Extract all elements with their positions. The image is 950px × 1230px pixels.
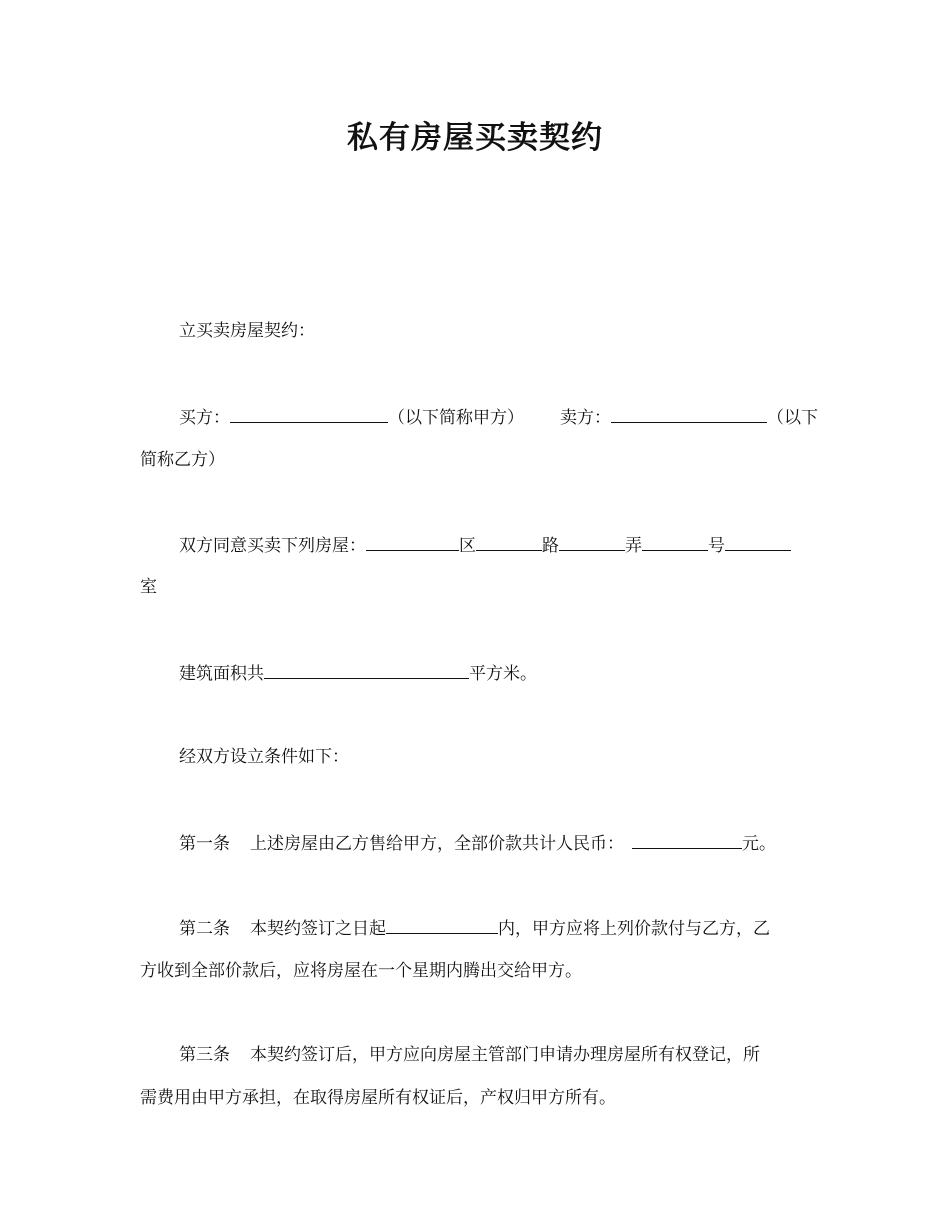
district-label: 区 <box>459 536 476 556</box>
article-3 <box>179 1044 760 1066</box>
article-2-number: 第二条 <box>179 919 230 939</box>
seller-name-blank[interactable] <box>611 405 767 423</box>
number-label: 号 <box>708 536 725 556</box>
conditions-intro: 经双方设立条件如下： <box>179 747 349 767</box>
intro-line: 立买卖房屋契约： <box>179 321 315 341</box>
parties-line-cont: 简称乙方） <box>140 450 225 470</box>
article-2-text-b: 内，甲方应将上列价款付与乙方，乙 <box>498 919 770 939</box>
area-lead: 建筑面积共 <box>179 664 264 684</box>
payment-period-blank[interactable] <box>386 916 498 934</box>
seller-label: 卖方： <box>560 408 611 428</box>
room-blank[interactable] <box>725 533 791 551</box>
article-1-text: 上述房屋由乙方售给甲方，全部价款共计人民币： <box>250 834 624 854</box>
article-3-number: 第三条 <box>179 1045 230 1065</box>
area-line <box>179 661 537 685</box>
article-2-cont: 方收到全部价款后，应将房屋在一个星期内腾出交给甲方。 <box>140 961 582 981</box>
parties-line <box>179 405 818 429</box>
buyer-name-blank[interactable] <box>230 405 388 423</box>
property-room-label: 室 <box>140 577 157 597</box>
article-1 <box>179 831 776 855</box>
property-lead: 双方同意买卖下列房屋： <box>179 536 366 556</box>
lane-blank[interactable] <box>559 533 625 551</box>
seller-suffix: （以下 <box>767 408 818 428</box>
district-blank[interactable] <box>366 533 459 551</box>
property-line <box>179 533 791 557</box>
price-blank[interactable] <box>632 831 742 849</box>
buyer-label: 买方： <box>179 408 230 428</box>
article-2-text: 本契约签订之日起 <box>250 919 386 939</box>
road-label: 路 <box>542 536 559 556</box>
lane-label: 弄 <box>625 536 642 556</box>
area-unit: 平方米。 <box>469 664 537 684</box>
buyer-suffix: （以下简称甲方） <box>388 408 524 428</box>
article-1-number: 第一条 <box>179 834 230 854</box>
area-blank[interactable] <box>264 661 469 679</box>
article-3-cont: 需费用由甲方承担，在取得房屋所有权证后，产权归甲方所有。 <box>140 1088 616 1108</box>
number-blank[interactable] <box>642 533 708 551</box>
document-title: 私有房屋买卖契约 <box>347 120 603 156</box>
article-3-text: 本契约签订后，甲方应向房屋主管部门申请办理房屋所有权登记，所 <box>250 1045 760 1065</box>
road-blank[interactable] <box>476 533 542 551</box>
article-1-end: 元。 <box>742 834 776 854</box>
article-2 <box>179 916 770 940</box>
